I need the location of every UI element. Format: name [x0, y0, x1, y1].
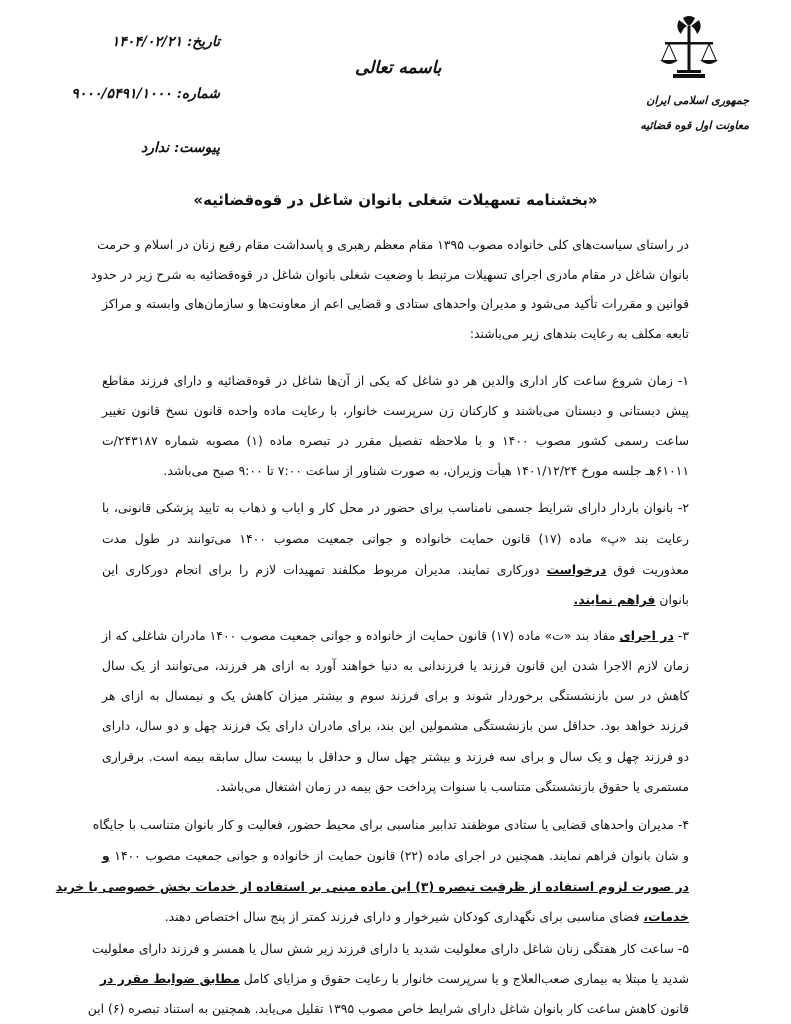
item3-emphasis: در اجرای — [619, 628, 674, 643]
item1-line: پیش دبستانی و دبستان می‌باشند و کارکنان زن سرپرست خانوار، با رعایت ماده واحده قانون نسخ قانون تغییر — [102, 403, 689, 418]
item2-emphasis: فراهم نمایند. — [573, 592, 656, 607]
item3-line: دو فرزند چهل و یک سال و برای سه فرزند و بیشتر چهل سال و حداقل با بیست سال سابقه بیمه است. برقراری — [102, 749, 689, 764]
item3-line — [102, 628, 689, 643]
item3-text: ۳- — [677, 628, 689, 643]
item2-line: ۲- بانوان باردار دارای شرایط جسمی نامناسب برای حضور در محل کار و ایاب و ذهاب به تایید پزشکی قانونی، با — [102, 500, 689, 515]
item5-line: قانون کاهش ساعت کار بانوان شاغل دارای شرایط خاص مصوب ۱۳۹۵ تقلیل می‌یابد. همچنین به استناد تبصره (۶) این — [87, 1001, 689, 1016]
letter-number — [71, 86, 220, 102]
item4-text: و شان بانوان فراهم نمایند. همچنین در اجرای ماده (۲۲) قانون حمایت از خانواده و جوانی جمعیت مصوب ۱۴۰۰ — [114, 848, 689, 863]
document-title: «بخشنامه تسهیلات شغلی بانوان شاغل در قوه‌قضائیه» — [193, 191, 598, 209]
item5-text: شدید یا مبتلا به بیماری صعب‌العلاج و یا سرپرست خانوار با رعایت حقوق و مزایای کامل — [243, 971, 689, 986]
item3-line: فرزند خواهد بود. حداقل سن بازنشستگی مشمولین این بند، برای مادران دارای یک فرزند چهل و دو سال، دارای — [102, 718, 689, 733]
intro-line: بانوان شاغل در مقام مادری اجرای تسهیلات مرتبط با وضعیت شغلی بانوان شاغل در قوه‌قضائیه به شرح زیر در حدود — [91, 267, 689, 282]
judiciary-emblem-icon — [657, 14, 721, 86]
item2-text: بانوان — [659, 592, 689, 607]
date-label: تاریخ: — [186, 34, 220, 50]
letter-attachment — [141, 140, 220, 156]
item2-line — [102, 562, 689, 577]
item2-text: دورکاری نمایند. مدیران مربوط مکلفند تمهیدات لازم را برای انجام دورکاری این — [102, 562, 540, 577]
item4-line — [165, 909, 689, 924]
number-value: ۹۰۰۰/۵۴۹۱/۱۰۰۰ — [71, 86, 172, 102]
intro-line: در راستای سیاست‌های کلی خانواده مصوب ۱۳۹۵ مقام معظم رهبری و پاسداشت مقام رفیع زنان در اسلام و حرمت — [97, 237, 689, 252]
intro-line: تابعه مکلف به رعایت بندهای زیر می‌باشند: — [469, 326, 689, 341]
item5-line — [99, 971, 689, 986]
item2-emphasis: درخواست — [546, 562, 607, 577]
item2-line — [574, 592, 689, 607]
item1-line: ۶۱۰۱۱هـ جلسه مورخ ۱۴۰۱/۱۲/۲۴ هیأت وزیران، به صورت شناور از ساعت ۷:۰۰ تا ۹:۰۰ صبح می‌باشد. — [163, 463, 689, 478]
item3-text: مفاد بند «ت» ماده (۱۷) قانون حمایت از خانواده و جوانی جمعیت مصوب ۱۴۰۰ مادران شاغلی که از — [102, 628, 616, 643]
item5-emphasis: مطابق ضوابط مقرر در — [99, 971, 240, 986]
org-name-line1: جمهوری اسلامی ایران — [646, 94, 749, 107]
item3-line: کاهش در سن بازنشستگی برخوردار شوند و برای فرزند سوم و بیشتر میزان کاهش یک و نیمسال به ازای هر — [102, 688, 689, 703]
item2-text: معذوریت فوق — [613, 562, 689, 577]
org-name-line2: معاونت اول قوه قضائیه — [640, 119, 749, 132]
item4-text: فضای مناسبی برای نگهداری کودکان شیرخوار و دارای فرزند کمتر از پنج سال اختصاص دهند. — [164, 909, 640, 924]
item4-line: ۴- مدیران واحدهای قضایی یا ستادی موظفند تدابیر مناسبی برای محیط حضور، فعالیت و کار بانوان متناسب با جایگاه — [92, 817, 689, 832]
item3-line: زمان لازم الاجرا شدن این قانون فرزند یا فرزندانی به دنیا خواهند آورد به ازای هر فرزند، می‌توانند از یک سال — [102, 658, 689, 673]
item1-line: ۱- زمان شروع ساعت کار اداری والدین هر دو شاغل که یکی از آن‌ها شاغل در قوه‌قضائیه و دارای فرزند مقاطع — [102, 373, 689, 388]
date-value: ۱۴۰۴/۰۲/۲۱ — [111, 34, 183, 50]
item5-line: ۵- ساعت کار هفتگی زنان شاغل دارای معلولیت شدید یا دارای فرزند زیر شش سال یا همسر و فرزند دارای معلولیت — [91, 941, 689, 956]
item4-line — [102, 848, 689, 863]
item4-emphasis: خدمات، — [643, 909, 689, 924]
item2-line: رعایت بند «پ» ماده (۱۷) قانون حمایت خانواده و جوانی جمعیت مصوب ۱۴۰۰ می‌توانند در طول مدت — [102, 531, 689, 546]
item4-line: در صورت لزوم استفاده از ظرفیت تبصره (۳) این ماده مبنی بر استفاده از خدمات بخش خصوصی یا خرید — [55, 879, 689, 894]
intro-line: قوانین و مقررات تأکید می‌شود و مدیران واحدهای ستادی و قضایی اعم از معاونت‌ها و سازمان‌های وابسته و مراکز — [102, 296, 689, 311]
letter-date — [112, 34, 220, 50]
attachment-value: ندارد — [140, 140, 170, 156]
item3-line: مستمری یا حقوق بازنشستگی متناسب با سنوات پرداخت حق بیمه در زمان اشتغال می‌باشد. — [216, 779, 689, 794]
item4-emphasis: و — [102, 848, 110, 863]
bismillah-heading: باسمه تعالی — [355, 58, 442, 78]
attachment-label: پیوست: — [174, 140, 220, 156]
item1-line: ساعت رسمی کشور مصوب ۱۴۰۰ و با ملاحظه تفصیل مقرر در تبصره ماده (۱) مصوبه شماره ۲۴۳۱۸۷/ت — [102, 433, 689, 448]
number-label: شماره: — [176, 86, 220, 102]
